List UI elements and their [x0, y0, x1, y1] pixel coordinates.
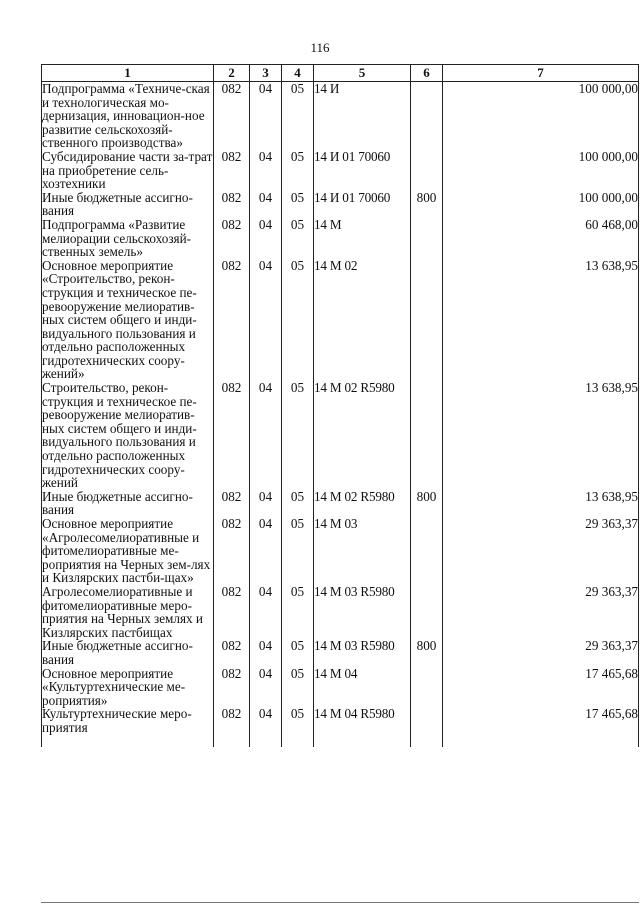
- target-article-code: 14 М 03 R5980: [314, 585, 411, 639]
- expense-type-code: 800: [411, 639, 443, 666]
- ministry-code: 082: [214, 490, 250, 517]
- column-header: 3: [250, 65, 282, 82]
- section-code: 04: [250, 490, 282, 517]
- ministry-code: 082: [214, 707, 250, 747]
- amount: 100 000,00: [443, 82, 639, 150]
- row-name: Культуртехнические меро-приятия: [42, 707, 214, 747]
- page-bottom-divider: [41, 902, 639, 903]
- table-row: [42, 585, 639, 639]
- target-article-code: 14 М 02 R5980: [314, 490, 411, 517]
- expense-type-code: 800: [411, 490, 443, 517]
- table-row: [42, 259, 639, 381]
- expense-type-code: [411, 82, 443, 150]
- column-header: 1: [42, 65, 214, 82]
- column-header: 5: [314, 65, 411, 82]
- amount: 100 000,00: [443, 150, 639, 191]
- table-row: [42, 667, 639, 708]
- amount: 29 363,37: [443, 639, 639, 666]
- ministry-code: 082: [214, 150, 250, 191]
- expense-type-code: [411, 667, 443, 708]
- row-name: Иные бюджетные ассигно-вания: [42, 490, 214, 517]
- expense-type-code: [411, 150, 443, 191]
- column-header: 6: [411, 65, 443, 82]
- section-code: 04: [250, 218, 282, 259]
- target-article-code: 14 М 02 R5980: [314, 381, 411, 490]
- amount: 13 638,95: [443, 381, 639, 490]
- expense-type-code: 800: [411, 191, 443, 218]
- ministry-code: 082: [214, 191, 250, 218]
- table-row: [42, 191, 639, 218]
- section-code: 04: [250, 150, 282, 191]
- section-code: 04: [250, 585, 282, 639]
- amount: 29 363,37: [443, 517, 639, 585]
- amount: 60 468,00: [443, 218, 639, 259]
- target-article-code: 14 И 01 70060: [314, 191, 411, 218]
- ministry-code: 082: [214, 585, 250, 639]
- subsection-code: 05: [282, 218, 314, 259]
- section-code: 04: [250, 191, 282, 218]
- expense-type-code: [411, 381, 443, 490]
- row-name: Основное мероприятие «Строительство, рекон-струкция и техническое пе-ревооружение мелиоратив-ных систем общего и инди-видуального пользования и отдельно расположенных гидротехнических соору-жений»: [42, 259, 214, 381]
- ministry-code: 082: [214, 639, 250, 666]
- column-header: 7: [443, 65, 639, 82]
- target-article-code: 14 М 03 R5980: [314, 639, 411, 666]
- target-article-code: 14 М 02: [314, 259, 411, 381]
- target-article-code: 14 М 04: [314, 667, 411, 708]
- row-name: Подпрограмма «Техниче-ская и технологическая мо-дернизация, инновацион-ное развитие сельскохозяй-ственного производства»: [42, 82, 214, 150]
- target-article-code: 14 М 03: [314, 517, 411, 585]
- row-name: Основное мероприятие «Культуртехнические ме-роприятия»: [42, 667, 214, 708]
- amount: 17 465,68: [443, 707, 639, 747]
- table-row: [42, 517, 639, 585]
- section-code: 04: [250, 707, 282, 747]
- subsection-code: 05: [282, 517, 314, 585]
- row-name: Агролесомелиоративные и фитомелиоративные меро-приятия на Черных землях и Кизлярских пастбищах: [42, 585, 214, 639]
- table-row: [42, 381, 639, 490]
- section-code: 04: [250, 381, 282, 490]
- subsection-code: 05: [282, 191, 314, 218]
- subsection-code: 05: [282, 259, 314, 381]
- table-row: [42, 82, 639, 150]
- column-header: 2: [214, 65, 250, 82]
- subsection-code: 05: [282, 381, 314, 490]
- table-row: [42, 639, 639, 666]
- ministry-code: 082: [214, 259, 250, 381]
- table-row: [42, 218, 639, 259]
- row-name: Иные бюджетные ассигно-вания: [42, 639, 214, 666]
- ministry-code: 082: [214, 667, 250, 708]
- expense-type-code: [411, 585, 443, 639]
- expense-type-code: [411, 259, 443, 381]
- row-name: Субсидирование части за-трат на приобретение сель-хозтехники: [42, 148, 213, 192]
- section-code: 04: [250, 639, 282, 666]
- ministry-code: 082: [214, 82, 250, 150]
- subsection-code: 05: [282, 667, 314, 708]
- amount: 13 638,95: [443, 259, 639, 381]
- ministry-code: 082: [214, 218, 250, 259]
- subsection-code: 05: [282, 639, 314, 666]
- target-article-code: 14 М: [314, 218, 411, 259]
- row-name: Иные бюджетные ассигно-вания: [42, 191, 214, 218]
- amount: 29 363,37: [443, 585, 639, 639]
- subsection-code: 05: [282, 585, 314, 639]
- row-name: Строительство, рекон-струкция и техническое пе-ревооружение мелиоратив-ных систем общего и инди-видуального пользования и отдельно расположенных гидротехнических соору-жений: [42, 381, 214, 490]
- subsection-code: 05: [282, 707, 314, 747]
- row-name: Подпрограмма «Развитие мелиорации сельскохозяй-ственных земель»: [42, 218, 214, 259]
- table-header-row: [42, 65, 639, 82]
- subsection-code: 05: [282, 150, 314, 191]
- amount: 13 638,95: [443, 490, 639, 517]
- row-name: Основное мероприятие «Агролесомелиоративные и фитомелиоративные ме-роприятия на Черных зем-лях и Кизлярских пастби-щах»: [42, 517, 214, 585]
- section-code: 04: [250, 82, 282, 150]
- expense-type-code: [411, 218, 443, 259]
- column-header: 4: [282, 65, 314, 82]
- amount: 17 465,68: [443, 667, 639, 708]
- budget-table: [41, 64, 639, 747]
- subsection-code: 05: [282, 490, 314, 517]
- target-article-code: 14 М 04 R5980: [314, 707, 411, 747]
- expense-type-code: [411, 517, 443, 585]
- ministry-code: 082: [214, 517, 250, 585]
- target-article-code: 14 И: [314, 82, 411, 150]
- section-code: 04: [250, 517, 282, 585]
- amount: 100 000,00: [443, 191, 639, 218]
- section-code: 04: [250, 667, 282, 708]
- ministry-code: 082: [214, 381, 250, 490]
- table-row: [42, 150, 639, 191]
- section-code: 04: [250, 259, 282, 381]
- table-row: [42, 707, 639, 747]
- subsection-code: 05: [282, 82, 314, 150]
- target-article-code: 14 И 01 70060: [314, 150, 411, 191]
- expense-type-code: [411, 707, 443, 747]
- page-number: 116: [310, 40, 330, 55]
- table-row: [42, 490, 639, 517]
